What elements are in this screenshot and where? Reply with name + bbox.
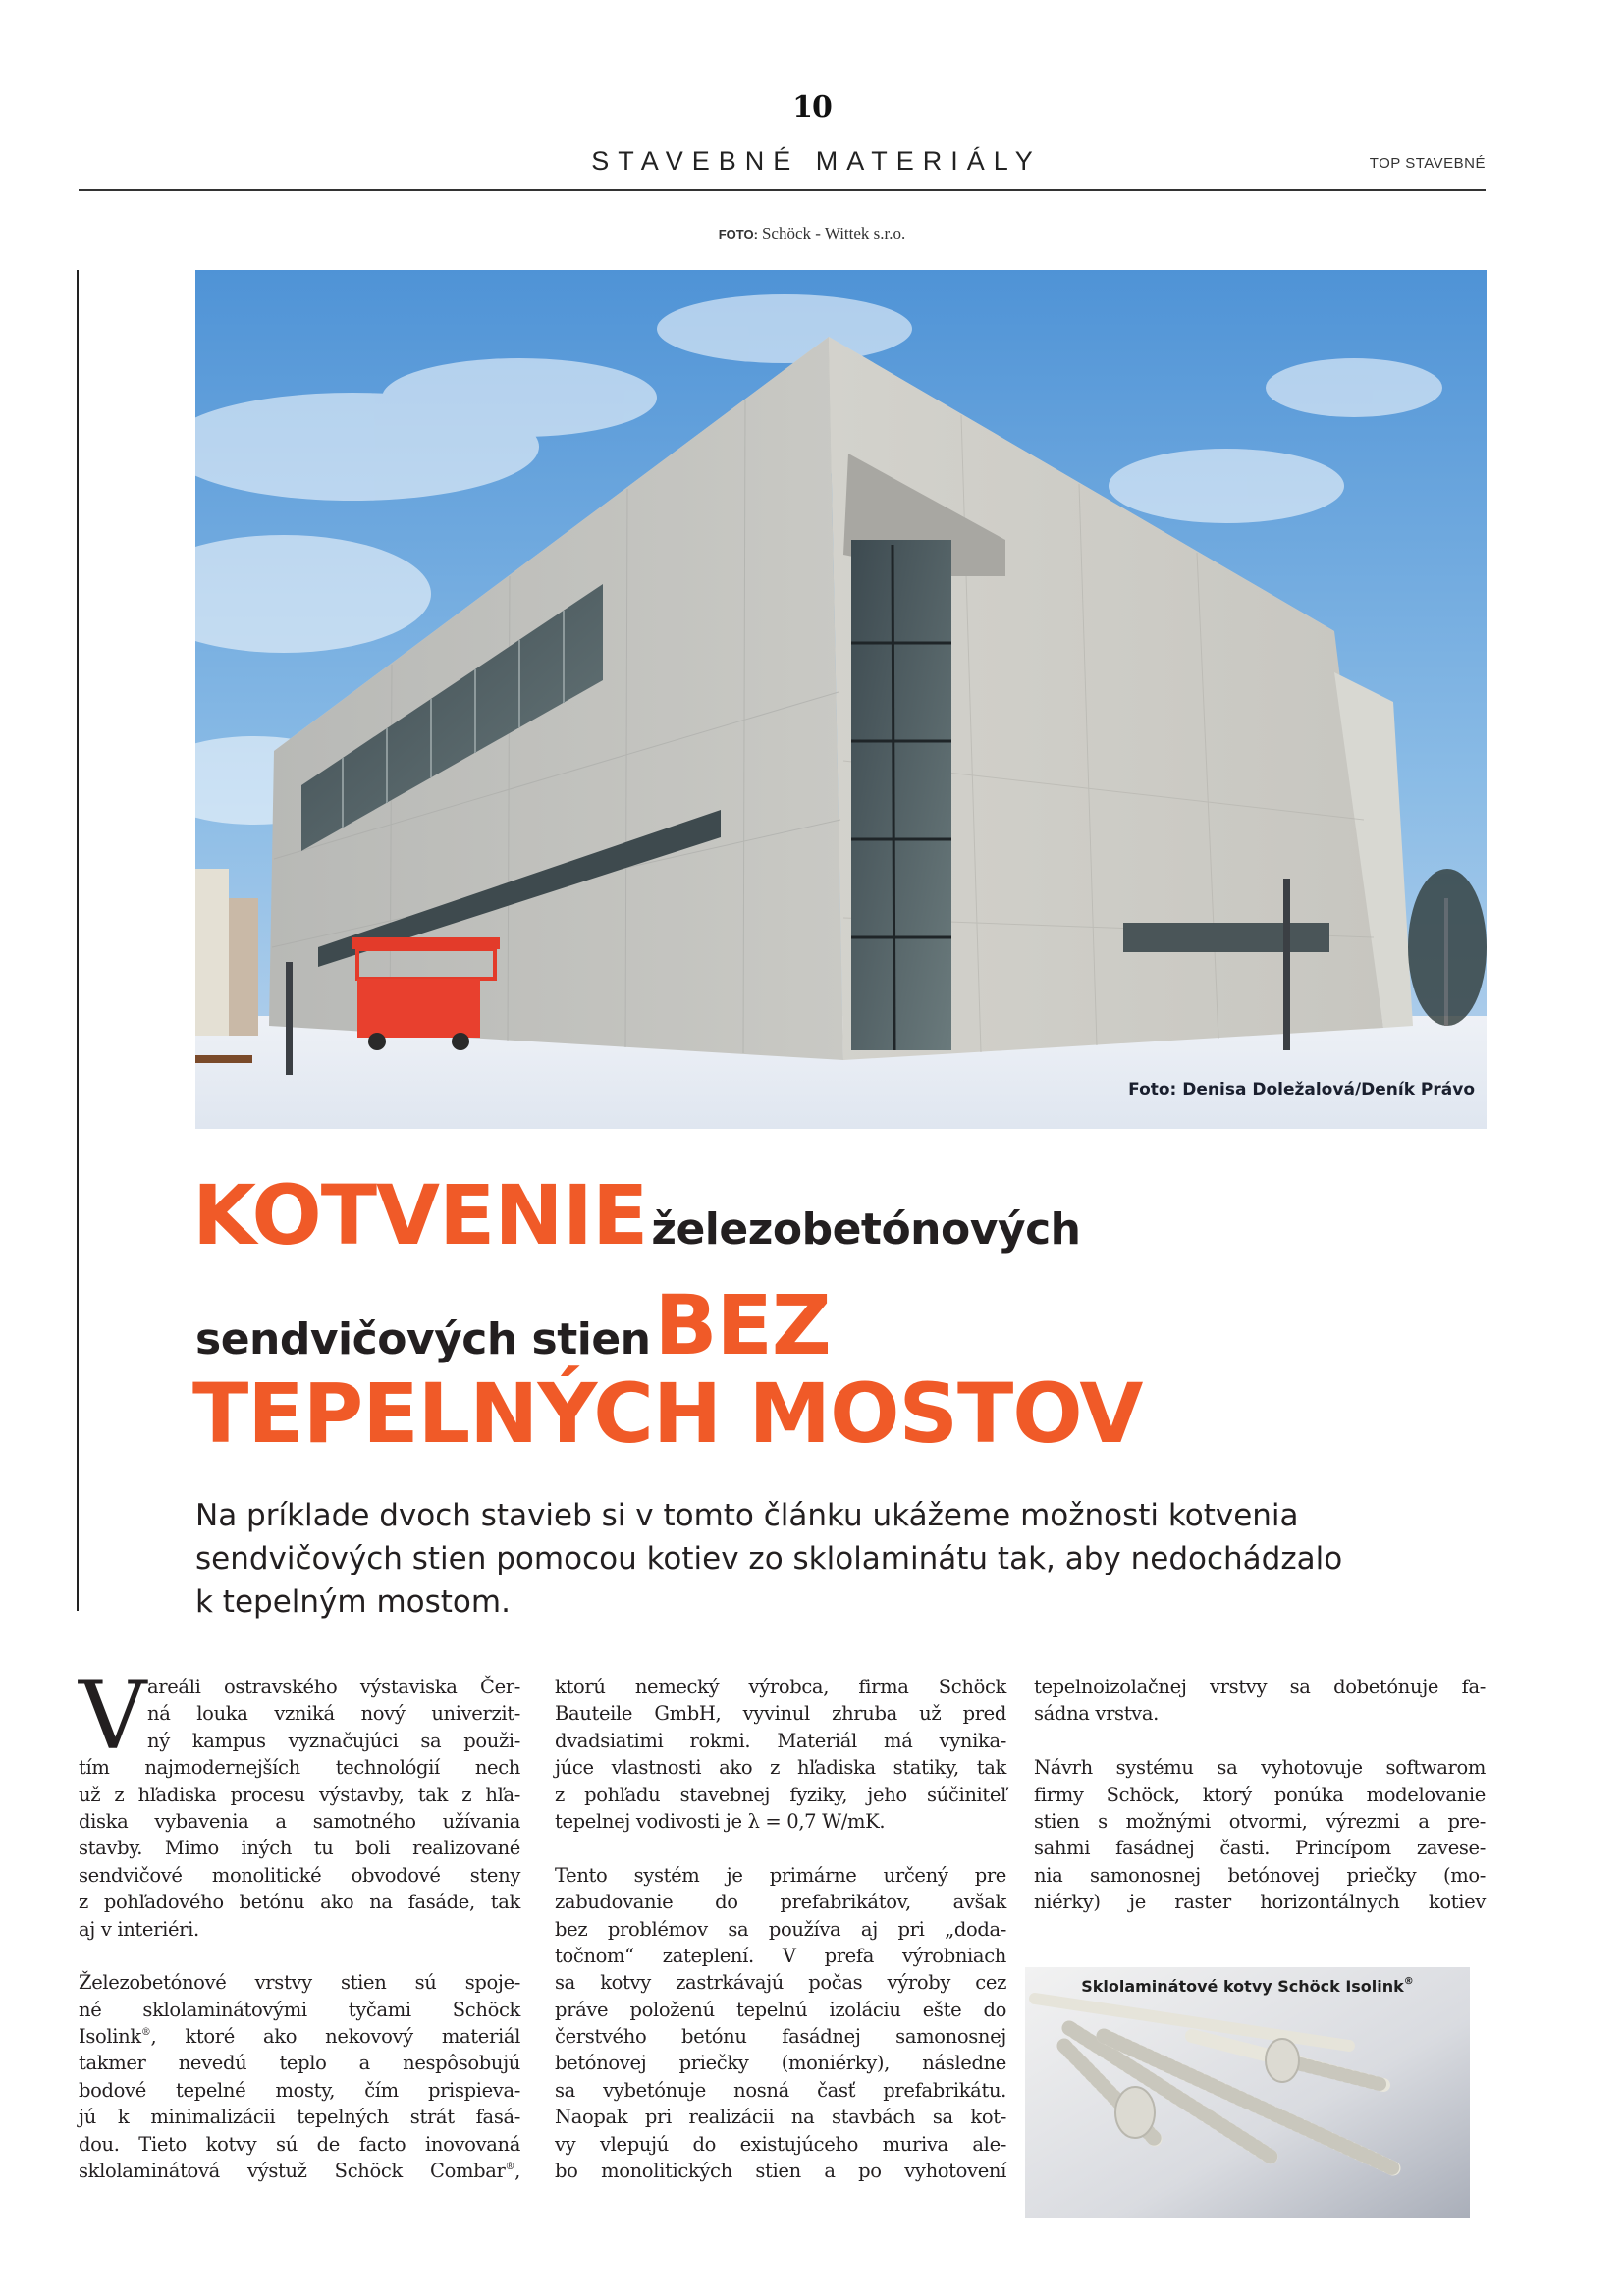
publication-name: TOP STAVEBNÉ xyxy=(1369,155,1486,172)
headline-kotvenie: KOTVENIE xyxy=(192,1167,648,1263)
lead-line: sendvičových stien pomocou kotiev zo sklolaminátu tak, aby nedochádzalo xyxy=(195,1541,1343,1576)
isolink-word: Isolink xyxy=(79,2025,141,2049)
body-line: vy vlepujú do existujúceho muriva ale- xyxy=(555,2132,1006,2156)
headline-sendvicovych-stien: sendvičových stien xyxy=(195,1314,651,1364)
right-ribbon-window xyxy=(1123,923,1329,952)
body-line: dou. Tieto kotvy sú de facto inovovaná xyxy=(79,2132,520,2156)
body-line: betónovej priečky (moniérky), následne xyxy=(555,2052,1006,2075)
body-column-3 xyxy=(1034,1674,1486,1916)
body-line: nia samonosnej betónovej priečky (mo- xyxy=(1034,1863,1486,1887)
body-line: bez problémov sa používa aj pri „doda- xyxy=(555,1917,1006,1941)
body-line: júce vlastnosti ako z hľadiska statiky, tak xyxy=(555,1756,1006,1780)
body-line: z pohľadového betónu ako na fasáde, tak xyxy=(79,1891,520,1914)
drop-cap: V xyxy=(79,1661,147,1771)
body-line: tím najmodernejších technológií nech xyxy=(79,1756,520,1780)
body-line: né sklolaminátovými tyčami Schöck xyxy=(79,1998,520,2021)
body-line: sa kotvy zastrkávajú počas výroby cez xyxy=(555,1971,1006,1995)
page-number: 10 xyxy=(792,90,832,125)
neighbour-building xyxy=(195,869,229,1036)
body-line: ný kampus vyznačujúci sa použi- xyxy=(147,1729,520,1752)
headline-line-1 xyxy=(192,1166,1081,1289)
body-line: firmy Schöck, ktorý ponúka modelovanie xyxy=(1034,1783,1486,1806)
photo-credit-label: FOTO: xyxy=(718,227,758,241)
neighbour-building-2 xyxy=(229,898,258,1036)
body-line: sendvičové monolitické obvodové steny xyxy=(79,1863,520,1887)
body-line: Tento systém je primárne určený pre xyxy=(555,1863,1006,1887)
body-line: ktorú nemecký výrobca, firma Schöck xyxy=(555,1676,1006,1698)
registered-mark: ® xyxy=(140,2027,151,2039)
paragraph-gap xyxy=(79,1943,520,1969)
paragraph-gap xyxy=(555,1835,1006,1861)
lead-line: Na príklade dvoch stavieb si v tomto článku ukážeme možnosti kotvenia xyxy=(195,1498,1299,1533)
body-line: ná louka vzniká nový univerzit- xyxy=(147,1702,520,1726)
body-line: čerstvého betónu fasádnej samonosnej xyxy=(555,2025,1006,2049)
isolink-anchors-photo xyxy=(1025,1967,1470,2218)
body-line: bo monolitických stien a po vyhotovení xyxy=(555,2160,1006,2183)
body-column-2 xyxy=(555,1674,1006,2184)
lead-paragraph xyxy=(195,1494,1491,1624)
anchors-illustration xyxy=(1025,1967,1470,2218)
main-photo xyxy=(195,270,1487,1129)
body-line-rest: , ktoré ako nekovový materiál xyxy=(150,2025,520,2049)
body-line: tepelnej vodivosti je λ = 0,7 W/mK. xyxy=(555,1809,886,1833)
body-line: už z hľadiska procesu výstavby, tak z hľa- xyxy=(79,1783,520,1806)
body-line: stien s možnými otvormi, výrezmi a pre- xyxy=(1034,1809,1486,1833)
body-line xyxy=(79,2158,520,2184)
section-title: STAVEBNÉ MATERIÁLY xyxy=(591,146,1042,176)
body-line: zabudovanie do prefabrikátov, avšak xyxy=(555,1891,1006,1914)
paragraph-gap xyxy=(1034,1728,1486,1754)
header-divider xyxy=(79,189,1486,191)
body-line: sahmi fasádnej časti. Princípom zavese- xyxy=(1034,1837,1486,1860)
lead-line: k tepelným mostom. xyxy=(195,1584,511,1620)
body-line: sádna vrstva. xyxy=(1034,1702,1159,1726)
inset-caption xyxy=(1025,1977,1470,1996)
body-line: točnom“ zateplení. V prefa výrobniach xyxy=(555,1944,1006,1967)
body-line: diska vybavenia a samotného užívania xyxy=(79,1809,520,1833)
body-line: Železobetónové vrstvy stien sú spoje- xyxy=(79,1971,520,1995)
body-line: areáli ostravského výstaviska Čer- xyxy=(147,1676,520,1698)
registered-mark: ® xyxy=(505,2162,515,2173)
body-line xyxy=(79,2023,520,2050)
headline-bez: BEZ xyxy=(654,1277,831,1373)
body-line: dvadsiatimi rokmi. Materiál má vynika- xyxy=(555,1729,1006,1752)
body-line: takmer nevedú teplo a nespôsobujú xyxy=(79,2052,520,2075)
body-line: Naopak pri realizácii na stavbách sa kot- xyxy=(555,2106,1006,2129)
body-line: Návrh systému sa vyhotovuje softwarom xyxy=(1034,1756,1486,1780)
body-line: bodové tepelné mosty, čím prispieva- xyxy=(79,2078,520,2102)
bench xyxy=(195,1055,252,1063)
registered-mark: ® xyxy=(1403,1976,1414,1987)
glazed-entrance xyxy=(851,540,951,1050)
body-line-rest: , xyxy=(514,2160,520,2183)
left-vertical-rule xyxy=(77,270,79,1611)
building-photo-illustration xyxy=(195,270,1487,1129)
body-line: aj v interiéri. xyxy=(79,1917,199,1941)
body-line: jú k minimalizácii tepelných strát fasá- xyxy=(79,2106,520,2129)
body-column-1 xyxy=(79,1674,520,2184)
combar-text: sklolaminátová výstuž Schöck Combar xyxy=(79,2160,506,2183)
body-line: sa vybetónuje nosná časť prefabrikátu. xyxy=(555,2078,1006,2102)
trees-right xyxy=(1408,869,1487,1026)
body-line: tepelnoizolačnej vrstvy sa dobetónuje fa- xyxy=(1034,1676,1486,1698)
anchor-washer xyxy=(1115,2087,1155,2138)
photo-caption: Foto: Denisa Doležalová/Deník Právo xyxy=(1128,1080,1475,1099)
body-line: práve položenú tepelnú izoláciu ešte do xyxy=(555,1998,1006,2021)
headline-tepelnych-mostov: TEPELNÝCH MOSTOV xyxy=(192,1365,1143,1462)
body-line: Bauteile GmbH, vyvinul zhruba už pred xyxy=(555,1702,1006,1726)
headline-line-3 xyxy=(192,1364,1142,1487)
inset-caption-text: Sklolaminátové kotvy Schöck Isolink xyxy=(1081,1977,1404,1996)
body-line: niérky) je raster horizontálnych kotiev xyxy=(1034,1891,1486,1914)
body-line: z pohľadu stavebnej fyziky, jeho súčiniteľ xyxy=(555,1783,1006,1806)
anchor-washer xyxy=(1266,2039,1299,2082)
photo-credit-top xyxy=(0,224,1624,244)
body-line: stavby. Mimo iných tu boli realizované xyxy=(79,1837,520,1860)
headline-zelezobetonovych: železobetónových xyxy=(651,1204,1081,1255)
photo-credit-value: Schöck - Wittek s.r.o. xyxy=(761,224,906,242)
